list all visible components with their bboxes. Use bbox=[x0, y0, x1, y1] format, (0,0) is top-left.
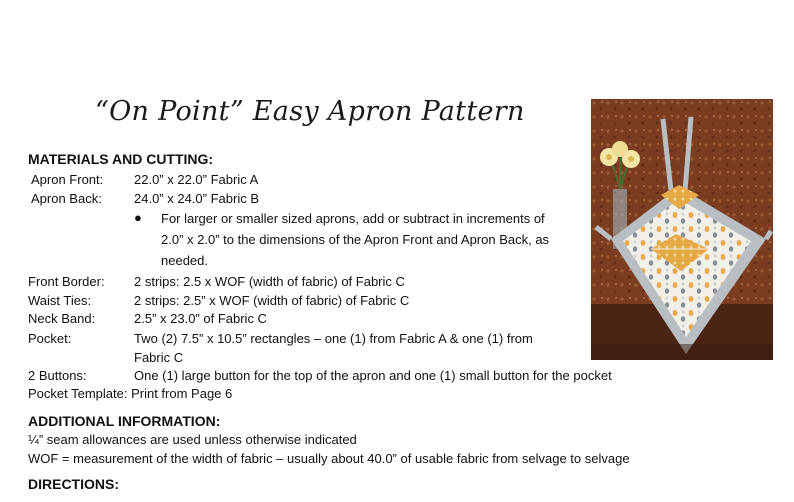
front-border-value: 2 strips: 2.5 x WOF (width of fabric) of Fabric C bbox=[134, 274, 405, 289]
pocket-value-line1: Two (2) 7.5” x 10.5” rectangles – one (1) from Fabric A & one (1) from bbox=[134, 331, 533, 346]
additional-line-2: WOF = measurement of the width of fabric – usually about 40.0” of usable fabric from selvage to selvage bbox=[28, 451, 630, 466]
apron-front-label: Apron Front: bbox=[31, 172, 104, 187]
bullet-line-1: For larger or smaller sized aprons, add or subtract in increments of bbox=[161, 211, 545, 226]
additional-heading: ADDITIONAL INFORMATION: bbox=[28, 413, 221, 429]
waist-ties-value: 2 strips: 2.5” x WOF (width of fabric) of Fabric C bbox=[134, 293, 410, 308]
bullet-icon: ● bbox=[134, 210, 142, 225]
pocket-value-line2: Fabric C bbox=[134, 350, 184, 365]
buttons-label: 2 Buttons: bbox=[28, 368, 87, 383]
neck-band-label: Neck Band: bbox=[28, 311, 96, 326]
apron-back-value: 24.0” x 24.0” Fabric B bbox=[134, 191, 259, 206]
bullet-line-3: needed. bbox=[161, 253, 208, 268]
additional-line-1: ¼” seam allowances are used unless otherwise indicated bbox=[28, 432, 357, 447]
page-title: “On Point” Easy Apron Pattern bbox=[95, 96, 525, 127]
apron-front-value: 22.0” x 22.0” Fabric A bbox=[134, 172, 259, 187]
pocket-label: Pocket: bbox=[28, 331, 72, 346]
apron-photo bbox=[591, 99, 773, 360]
waist-ties-label: Waist Ties: bbox=[28, 293, 92, 308]
materials-heading: MATERIALS AND CUTTING: bbox=[28, 151, 214, 167]
pocket-template-line: Pocket Template: Print from Page 6 bbox=[28, 386, 233, 401]
buttons-value: One (1) large button for the top of the apron and one (1) small button for the pocket bbox=[134, 368, 612, 383]
directions-heading: DIRECTIONS: bbox=[28, 476, 119, 492]
front-border-label: Front Border: bbox=[28, 274, 105, 289]
apron-back-label: Apron Back: bbox=[31, 191, 102, 206]
neck-band-value: 2.5” x 23.0” of Fabric C bbox=[134, 311, 267, 326]
bullet-line-2: 2.0” x 2.0” to the dimensions of the Apron Front and Apron Back, as bbox=[161, 232, 550, 247]
